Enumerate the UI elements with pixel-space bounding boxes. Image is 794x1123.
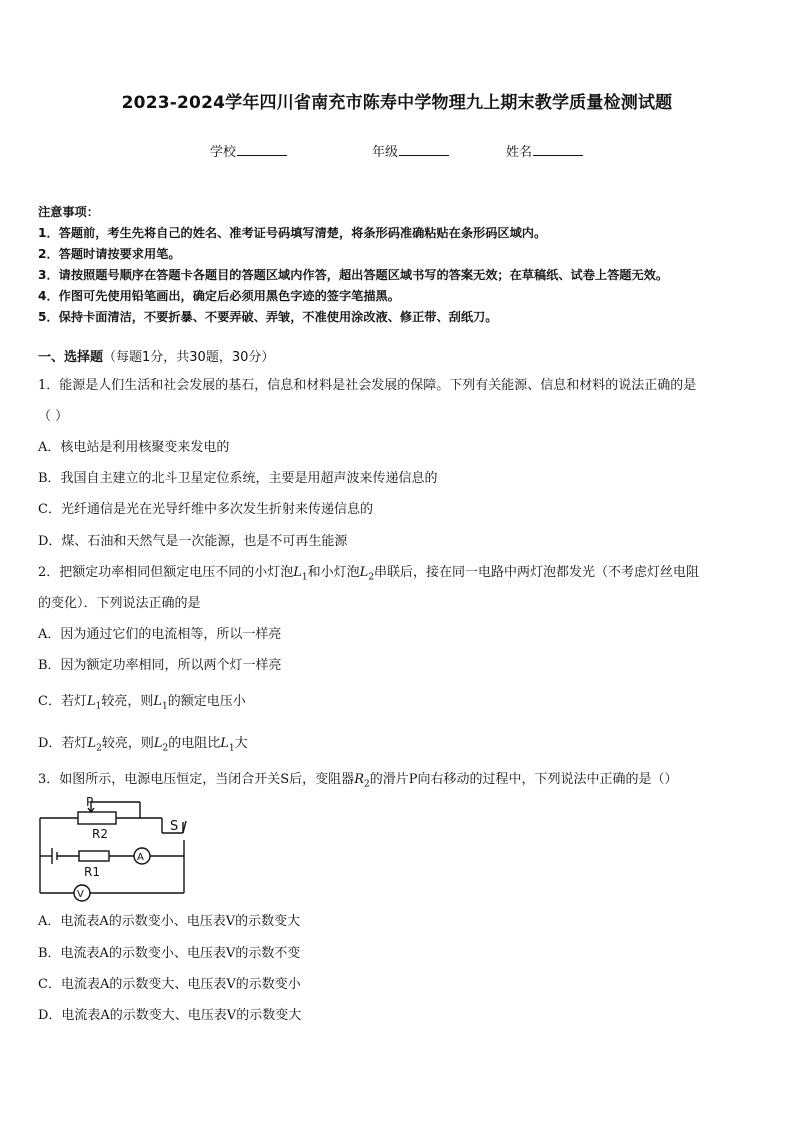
name-label: 姓名 <box>506 145 533 160</box>
name-blank[interactable] <box>533 143 583 156</box>
school-blank[interactable] <box>237 143 287 156</box>
q2-stem-line2: 的变化）．下列说法正确的是 <box>38 596 201 611</box>
q3-option-d[interactable]: D．电流表A的示数变大、电压表V的示数变大 <box>38 1008 302 1023</box>
section-title: 一、选择题 <box>38 350 104 365</box>
section-subtitle: （每题1分，共30题，30分） <box>103 350 275 365</box>
name-field <box>506 141 583 160</box>
page-title: 2023-2024学年四川省南充市陈寿中学物理九上期末教学质量检测试题 <box>121 93 673 113</box>
q1-option-c[interactable]: C．光纤通信是光在光导纤维中多次发生折射来传递信息的 <box>38 502 373 517</box>
label-p: P <box>86 796 94 809</box>
q1-option-d[interactable]: D．煤、石油和天然气是一次能源，也是不可再生能源 <box>38 534 348 549</box>
q1-stem-line2: （ ） <box>38 409 69 424</box>
q1-option-b[interactable]: B．我国自主建立的北斗卫星定位系统，主要是用超声波来传递信息的 <box>38 471 438 486</box>
r2-resistor <box>78 812 116 824</box>
label-r2: R2 <box>92 827 108 841</box>
q3-option-c[interactable]: C．电流表A的示数变大、电压表V的示数变小 <box>38 977 301 992</box>
circuit-diagram <box>36 796 196 904</box>
grade-field <box>372 141 449 160</box>
label-r1: R1 <box>84 865 100 879</box>
notes-heading: 注意事项： <box>38 205 99 219</box>
q3-option-a[interactable]: A．电流表A的示数变小、电压表V的示数变大 <box>38 914 301 929</box>
note-item: 3．请按照题号顺序在答题卡各题目的答题区域内作答，超出答题区域书写的答案无效；在草稿纸、试卷上答题无效。 <box>38 268 669 282</box>
q3-option-b[interactable]: B．电流表A的示数变小、电压表V的示数不变 <box>38 946 301 961</box>
section-heading <box>38 346 274 365</box>
q2-option-a[interactable]: A．因为通过它们的电流相等，所以一样亮 <box>38 627 282 642</box>
note-item: 1．答题前，考生先将自己的姓名、准考证号码填写清楚，将条形码准确粘贴在条形码区域内。 <box>38 226 547 240</box>
r1-resistor <box>79 851 109 861</box>
note-item: 5．保持卡面清洁，不要折暴、不要弄破、弄皱，不准使用涂改液、修正带、刮纸刀。 <box>38 310 498 324</box>
label-a: A <box>137 852 144 863</box>
q2-stem-line1: 2．把额定功率相同但额定电压不同的小灯泡$L_1$和小灯泡$L_2$串联后，接在同一电路中两灯泡都发光（不考虑灯丝电阻 <box>38 565 700 583</box>
grade-blank[interactable] <box>399 143 449 156</box>
q3-stem: 3．如图所示，电源电压恒定，当闭合开关S后，变阻器$R_2$的滑片P向右移动的过程中，下列说法中正确的是（） <box>38 772 678 790</box>
q2-option-c[interactable]: C．若灯$L_1$较亮，则$L_1$的额定电压小 <box>38 694 246 712</box>
label-v: V <box>77 889 84 900</box>
school-field <box>210 141 287 160</box>
q1-option-a[interactable]: A．核电站是利用核聚变来发电的 <box>38 440 230 455</box>
label-s: S <box>170 819 179 834</box>
q2-option-b[interactable]: B．因为额定功率相同，所以两个灯一样亮 <box>38 658 282 673</box>
note-item: 2．答题时请按要求用笔。 <box>38 247 181 261</box>
notes-block <box>38 202 768 328</box>
q1-stem-line1: 1．能源是人们生活和社会发展的基石，信息和材料是社会发展的保障。下列有关能源、信息和材料的说法正确的是 <box>38 378 697 393</box>
grade-label: 年级 <box>372 145 399 160</box>
q2-option-d[interactable]: D．若灯$L_2$较亮，则$L_2$的电阻比$L_1$大 <box>38 736 248 754</box>
note-item: 4．作图可先使用铅笔画出，确定后必须用黑色字迹的签字笔描黑。 <box>38 289 400 303</box>
school-label: 学校 <box>210 145 237 160</box>
